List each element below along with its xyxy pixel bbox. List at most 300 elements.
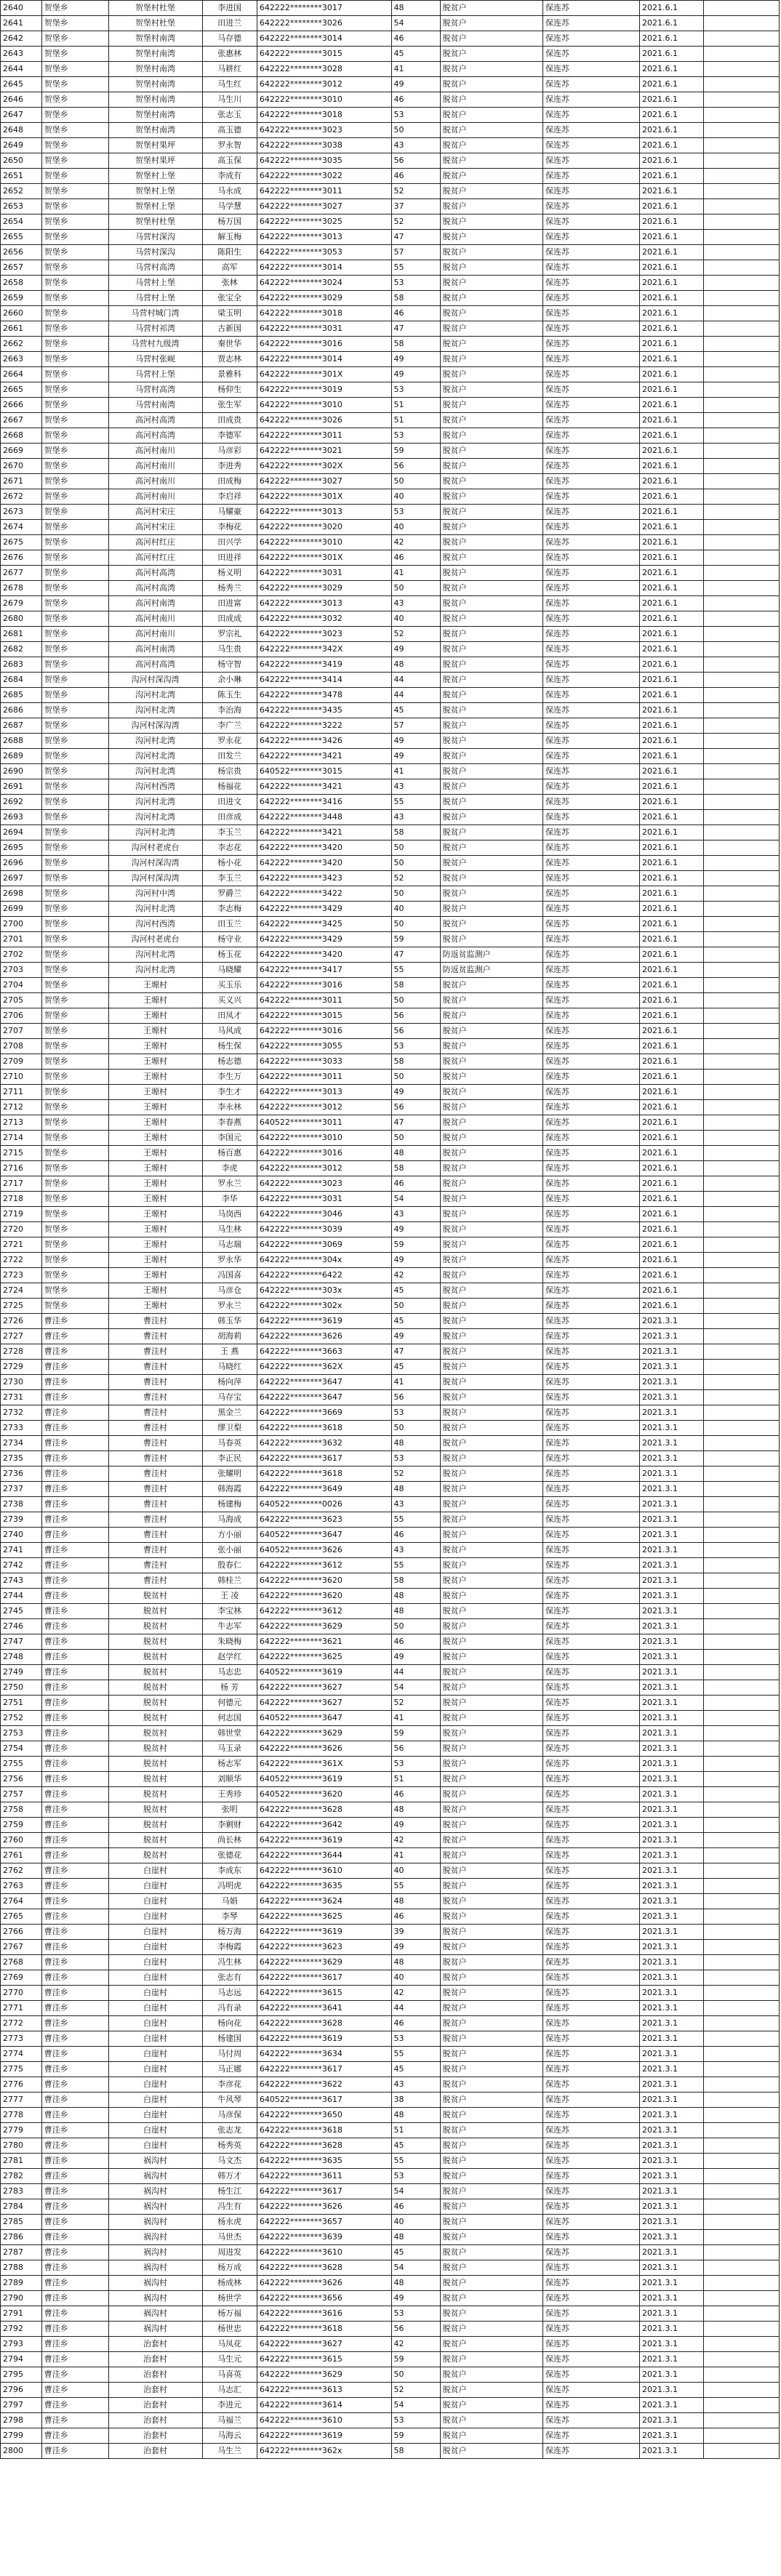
village-cell: 脱贫村 — [108, 1711, 202, 1726]
township-cell: 曹洼乡 — [41, 1497, 108, 1512]
household-type-cell: 脱贫户 — [440, 1894, 542, 1909]
row-number-cell: 2798 — [1, 2413, 42, 2428]
township-cell: 曹洼乡 — [41, 1619, 108, 1634]
township-cell: 曹洼乡 — [41, 2260, 108, 2276]
date-cell: 2021.3.1 — [640, 1604, 704, 1619]
township-cell: 贺堡乡 — [41, 276, 108, 291]
table-row — [1, 856, 780, 871]
village-cell: 马营村祁湾 — [108, 321, 202, 337]
age-cell: 49 — [391, 642, 440, 657]
note-cell — [703, 1772, 779, 1787]
note-cell — [703, 2306, 779, 2322]
age-cell: 52 — [391, 1466, 440, 1482]
table-row — [1, 184, 780, 199]
id-number-cell: 642222********3010 — [257, 1131, 391, 1146]
id-number-cell: 642222********3621 — [257, 1634, 391, 1650]
household-type-cell: 脱贫户 — [440, 245, 542, 260]
note-cell — [703, 1863, 779, 1879]
row-number-cell: 2655 — [1, 230, 42, 245]
table-row — [1, 642, 780, 657]
name-cell: 马存宝 — [202, 1390, 257, 1405]
age-cell: 45 — [391, 1283, 440, 1299]
household-type-cell: 脱贫户 — [440, 1879, 542, 1894]
village-cell: 白崖村 — [108, 1925, 202, 1940]
row-number-cell: 2703 — [1, 963, 42, 978]
insurer-cell: 保连苏 — [542, 1161, 639, 1176]
village-cell: 脱贫村 — [108, 1619, 202, 1634]
insurer-cell: 保连苏 — [542, 1955, 639, 1970]
row-number-cell: 2742 — [1, 1558, 42, 1573]
township-cell: 贺堡乡 — [41, 62, 108, 77]
name-cell: 王 凌 — [202, 1589, 257, 1604]
date-cell: 2021.3.1 — [640, 2169, 704, 2184]
age-cell: 40 — [391, 520, 440, 535]
age-cell: 59 — [391, 932, 440, 947]
id-number-cell: 642222********3619 — [257, 2428, 391, 2444]
row-number-cell: 2715 — [1, 1146, 42, 1161]
insurer-cell: 保连苏 — [542, 2077, 639, 2093]
township-cell: 贺堡乡 — [41, 963, 108, 978]
date-cell: 2021.3.1 — [640, 1497, 704, 1512]
household-type-cell: 脱贫户 — [440, 31, 542, 47]
township-cell: 贺堡乡 — [41, 596, 108, 611]
township-cell: 曹洼乡 — [41, 1833, 108, 1848]
row-number-cell: 2794 — [1, 2352, 42, 2367]
household-type-cell: 脱贫户 — [440, 153, 542, 169]
date-cell: 2021.3.1 — [640, 1665, 704, 1680]
township-cell: 曹洼乡 — [41, 1314, 108, 1329]
date-cell: 2021.3.1 — [640, 1329, 704, 1344]
household-type-cell: 脱贫户 — [440, 306, 542, 321]
age-cell: 55 — [391, 260, 440, 276]
table-row — [1, 1222, 780, 1237]
row-number-cell: 2721 — [1, 1237, 42, 1253]
household-type-cell: 脱贫户 — [440, 413, 542, 428]
age-cell: 53 — [391, 382, 440, 398]
village-cell: 王塬村 — [108, 1008, 202, 1024]
name-cell: 马付周 — [202, 2047, 257, 2062]
id-number-cell: 642222********3011 — [257, 428, 391, 444]
row-number-cell: 2674 — [1, 520, 42, 535]
table-row — [1, 840, 780, 856]
township-cell: 贺堡乡 — [41, 993, 108, 1008]
note-cell — [703, 1634, 779, 1650]
household-type-cell: 脱贫户 — [440, 1787, 542, 1802]
table-row — [1, 779, 780, 795]
insurer-cell: 保连苏 — [542, 2093, 639, 2108]
date-cell: 2021.6.1 — [640, 276, 704, 291]
name-cell: 杨万国 — [202, 214, 257, 230]
table-row — [1, 2444, 780, 2459]
name-cell: 杨百惠 — [202, 1146, 257, 1161]
insurer-cell: 保连苏 — [542, 184, 639, 199]
date-cell: 2021.6.1 — [640, 1039, 704, 1054]
id-number-cell: 642222********3023 — [257, 123, 391, 138]
township-cell: 曹洼乡 — [41, 2337, 108, 2352]
name-cell: 杨万成 — [202, 2260, 257, 2276]
table-row — [1, 2230, 780, 2245]
household-type-cell: 脱贫户 — [440, 718, 542, 734]
village-cell: 曹洼村 — [108, 1436, 202, 1451]
township-cell: 曹洼乡 — [41, 2245, 108, 2260]
name-cell: 方小丽 — [202, 1528, 257, 1543]
id-number-cell: 642222********3626 — [257, 2199, 391, 2215]
note-cell — [703, 520, 779, 535]
age-cell: 48 — [391, 1604, 440, 1619]
row-number-cell: 2697 — [1, 871, 42, 886]
id-number-cell: 642222********3010 — [257, 92, 391, 108]
table-row — [1, 16, 780, 31]
name-cell: 杨志军 — [202, 1757, 257, 1772]
insurer-cell: 保连苏 — [542, 535, 639, 550]
table-row — [1, 169, 780, 184]
township-cell: 曹洼乡 — [41, 1589, 108, 1604]
age-cell: 42 — [391, 535, 440, 550]
village-cell: 高河村南湾 — [108, 596, 202, 611]
id-number-cell: 640522********3620 — [257, 1787, 391, 1802]
township-cell: 曹洼乡 — [41, 1405, 108, 1421]
id-number-cell: 642222********3624 — [257, 1894, 391, 1909]
name-cell: 杨小花 — [202, 856, 257, 871]
id-number-cell: 642222********3429 — [257, 932, 391, 947]
household-type-cell: 脱贫户 — [440, 2260, 542, 2276]
village-cell: 治套村 — [108, 2337, 202, 2352]
date-cell: 2021.6.1 — [640, 520, 704, 535]
table-row — [1, 1008, 780, 1024]
household-type-cell: 脱贫户 — [440, 703, 542, 718]
village-cell: 曹洼村 — [108, 1497, 202, 1512]
table-row — [1, 1650, 780, 1665]
row-number-cell: 2641 — [1, 16, 42, 31]
row-number-cell: 2702 — [1, 947, 42, 963]
date-cell: 2021.3.1 — [640, 1863, 704, 1879]
table-row — [1, 245, 780, 260]
village-cell: 贺堡村南湾 — [108, 108, 202, 123]
village-cell: 白崖村 — [108, 1894, 202, 1909]
date-cell: 2021.6.1 — [640, 535, 704, 550]
insurer-cell: 保连苏 — [542, 1833, 639, 1848]
row-number-cell: 2689 — [1, 749, 42, 764]
township-cell: 贺堡乡 — [41, 291, 108, 306]
insurer-cell: 保连苏 — [542, 688, 639, 703]
note-cell — [703, 2047, 779, 2062]
household-type-cell: 脱贫户 — [440, 902, 542, 917]
village-cell: 王塬村 — [108, 1207, 202, 1222]
insurer-cell: 保连苏 — [542, 1741, 639, 1757]
village-cell: 马营村高湾 — [108, 260, 202, 276]
village-cell: 曹洼村 — [108, 1314, 202, 1329]
row-number-cell: 2654 — [1, 214, 42, 230]
household-type-cell: 脱贫户 — [440, 1741, 542, 1757]
note-cell — [703, 2337, 779, 2352]
table-row — [1, 2398, 780, 2413]
note-cell — [703, 1573, 779, 1589]
age-cell: 47 — [391, 947, 440, 963]
township-cell: 贺堡乡 — [41, 810, 108, 825]
note-cell — [703, 1604, 779, 1619]
township-cell: 贺堡乡 — [41, 16, 108, 31]
date-cell: 2021.3.1 — [640, 2184, 704, 2199]
date-cell: 2021.6.1 — [640, 398, 704, 413]
age-cell: 52 — [391, 627, 440, 642]
household-type-cell: 脱贫户 — [440, 1421, 542, 1436]
date-cell: 2021.6.1 — [640, 306, 704, 321]
name-cell: 李广兰 — [202, 718, 257, 734]
id-number-cell: 642222********3650 — [257, 2108, 391, 2123]
township-cell: 曹洼乡 — [41, 2093, 108, 2108]
id-number-cell: 642222********3617 — [257, 2062, 391, 2077]
date-cell: 2021.3.1 — [640, 1696, 704, 1711]
insurer-cell: 保连苏 — [542, 413, 639, 428]
date-cell: 2021.3.1 — [640, 2199, 704, 2215]
row-number-cell: 2695 — [1, 840, 42, 856]
date-cell: 2021.3.1 — [640, 1543, 704, 1558]
id-number-cell: 642222********3023 — [257, 627, 391, 642]
household-type-cell: 脱贫户 — [440, 1299, 542, 1314]
row-number-cell: 2682 — [1, 642, 42, 657]
name-cell: 张耀明 — [202, 1466, 257, 1482]
id-number-cell: 642222********3421 — [257, 779, 391, 795]
row-number-cell: 2683 — [1, 657, 42, 673]
note-cell — [703, 718, 779, 734]
name-cell: 杨仰生 — [202, 382, 257, 398]
village-cell: 白崖村 — [108, 1863, 202, 1879]
village-cell: 白崖村 — [108, 2062, 202, 2077]
village-cell: 贺堡村南湾 — [108, 31, 202, 47]
insurer-cell: 保连苏 — [542, 367, 639, 382]
row-number-cell: 2791 — [1, 2306, 42, 2322]
insurer-cell: 保连苏 — [542, 749, 639, 764]
name-cell: 李进秀 — [202, 459, 257, 474]
name-cell: 张林 — [202, 276, 257, 291]
village-cell: 祸沟村 — [108, 2306, 202, 2322]
household-type-cell: 脱贫户 — [440, 1436, 542, 1451]
table-row — [1, 321, 780, 337]
id-number-cell: 642222********3656 — [257, 2291, 391, 2306]
name-cell: 马生川 — [202, 92, 257, 108]
id-number-cell: 642222********3639 — [257, 2230, 391, 2245]
township-cell: 贺堡乡 — [41, 138, 108, 153]
note-cell — [703, 978, 779, 993]
insurer-cell: 保连苏 — [542, 871, 639, 886]
table-row — [1, 2031, 780, 2047]
table-row — [1, 1039, 780, 1054]
village-cell: 马营村深沟 — [108, 245, 202, 260]
row-number-cell: 2773 — [1, 2031, 42, 2047]
name-cell: 马正娜 — [202, 2062, 257, 2077]
village-cell: 高河村南川 — [108, 459, 202, 474]
township-cell: 贺堡乡 — [41, 1054, 108, 1070]
village-cell: 曹洼村 — [108, 1375, 202, 1390]
name-cell: 马学慧 — [202, 199, 257, 214]
note-cell — [703, 2413, 779, 2428]
household-type-cell: 脱贫户 — [440, 734, 542, 749]
age-cell: 44 — [391, 673, 440, 688]
village-cell: 贺堡村果坪 — [108, 153, 202, 169]
name-cell: 何志国 — [202, 1711, 257, 1726]
age-cell: 49 — [391, 1222, 440, 1237]
age-cell: 48 — [391, 1802, 440, 1818]
table-row — [1, 1573, 780, 1589]
insurer-cell: 保连苏 — [542, 474, 639, 489]
household-type-cell: 脱贫户 — [440, 474, 542, 489]
village-cell: 治套村 — [108, 2367, 202, 2383]
age-cell: 53 — [391, 1039, 440, 1054]
village-cell: 贺堡村杜堡 — [108, 1, 202, 16]
date-cell: 2021.6.1 — [640, 642, 704, 657]
row-number-cell: 2753 — [1, 1726, 42, 1741]
household-type-cell: 脱贫户 — [440, 2367, 542, 2383]
insurer-cell: 保连苏 — [542, 1299, 639, 1314]
row-number-cell: 2671 — [1, 474, 42, 489]
insurer-cell: 保连苏 — [542, 352, 639, 367]
township-cell: 贺堡乡 — [41, 825, 108, 840]
insurer-cell: 保连苏 — [542, 306, 639, 321]
age-cell: 54 — [391, 2398, 440, 2413]
name-cell: 马晓耀 — [202, 963, 257, 978]
date-cell: 2021.6.1 — [640, 1299, 704, 1314]
household-type-cell: 脱贫户 — [440, 1650, 542, 1665]
name-cell: 黑金兰 — [202, 1405, 257, 1421]
id-number-cell: 642222********3014 — [257, 260, 391, 276]
table-row — [1, 1833, 780, 1848]
household-type-cell: 脱贫户 — [440, 1085, 542, 1100]
insurer-cell: 保连苏 — [542, 1390, 639, 1405]
name-cell: 牛志军 — [202, 1619, 257, 1634]
household-type-cell: 脱贫户 — [440, 1405, 542, 1421]
table-row — [1, 2047, 780, 2062]
township-cell: 曹洼乡 — [41, 1543, 108, 1558]
household-type-cell: 脱贫户 — [440, 810, 542, 825]
table-row — [1, 291, 780, 306]
date-cell: 2021.6.1 — [640, 1176, 704, 1192]
row-number-cell: 2667 — [1, 413, 42, 428]
village-cell: 曹洼村 — [108, 1360, 202, 1375]
note-cell — [703, 367, 779, 382]
name-cell: 余小琳 — [202, 673, 257, 688]
household-type-cell: 脱贫户 — [440, 566, 542, 581]
id-number-cell: 642222********3669 — [257, 1405, 391, 1421]
id-number-cell: 642222********6422 — [257, 1268, 391, 1283]
household-type-cell: 脱贫户 — [440, 489, 542, 505]
insurer-cell: 保连苏 — [542, 1894, 639, 1909]
id-number-cell: 642222********3422 — [257, 886, 391, 902]
township-cell: 贺堡乡 — [41, 764, 108, 779]
insurer-cell: 保连苏 — [542, 2322, 639, 2337]
household-type-cell: 脱贫户 — [440, 2154, 542, 2169]
row-number-cell: 2714 — [1, 1131, 42, 1146]
household-type-cell: 脱贫户 — [440, 581, 542, 596]
household-type-cell: 脱贫户 — [440, 2199, 542, 2215]
village-cell: 脱贫村 — [108, 1772, 202, 1787]
id-number-cell: 642222********3420 — [257, 856, 391, 871]
name-cell: 张志龙 — [202, 2123, 257, 2138]
row-number-cell: 2797 — [1, 2398, 42, 2413]
date-cell: 2021.6.1 — [640, 337, 704, 352]
household-type-cell: 脱贫户 — [440, 2215, 542, 2230]
household-type-cell: 脱贫户 — [440, 1970, 542, 1986]
table-row — [1, 2215, 780, 2230]
township-cell: 贺堡乡 — [41, 1268, 108, 1283]
insurer-cell: 保连苏 — [542, 1451, 639, 1466]
township-cell: 贺堡乡 — [41, 428, 108, 444]
insurer-cell: 保连苏 — [542, 1070, 639, 1085]
note-cell — [703, 2322, 779, 2337]
date-cell: 2021.3.1 — [640, 1558, 704, 1573]
table-row — [1, 596, 780, 611]
household-type-cell: 脱贫户 — [440, 428, 542, 444]
table-row — [1, 871, 780, 886]
date-cell: 2021.6.1 — [640, 764, 704, 779]
age-cell: 52 — [391, 184, 440, 199]
row-number-cell: 2777 — [1, 2093, 42, 2108]
table-row — [1, 1986, 780, 2001]
note-cell — [703, 1482, 779, 1497]
row-number-cell: 2737 — [1, 1482, 42, 1497]
note-cell — [703, 2230, 779, 2245]
date-cell: 2021.3.1 — [640, 1619, 704, 1634]
row-number-cell: 2668 — [1, 428, 42, 444]
name-cell: 马生兰 — [202, 2444, 257, 2459]
insurer-cell: 保连苏 — [542, 1237, 639, 1253]
age-cell: 51 — [391, 1772, 440, 1787]
township-cell: 贺堡乡 — [41, 1283, 108, 1299]
row-number-cell: 2752 — [1, 1711, 42, 1726]
note-cell — [703, 2031, 779, 2047]
note-cell — [703, 337, 779, 352]
date-cell: 2021.3.1 — [640, 1512, 704, 1528]
note-cell — [703, 1558, 779, 1573]
age-cell: 43 — [391, 779, 440, 795]
table-row — [1, 428, 780, 444]
name-cell: 马彦仓 — [202, 1283, 257, 1299]
household-type-cell: 脱贫户 — [440, 627, 542, 642]
row-number-cell: 2733 — [1, 1421, 42, 1436]
insurer-cell: 保连苏 — [542, 428, 639, 444]
age-cell: 39 — [391, 1925, 440, 1940]
age-cell: 40 — [391, 2215, 440, 2230]
insurer-cell: 保连苏 — [542, 1, 639, 16]
name-cell: 张惠林 — [202, 47, 257, 62]
household-type-cell: 脱贫户 — [440, 1955, 542, 1970]
household-type-cell: 脱贫户 — [440, 1146, 542, 1161]
township-cell: 曹洼乡 — [41, 1879, 108, 1894]
insurer-cell: 保连苏 — [542, 627, 639, 642]
village-cell: 白崖村 — [108, 2031, 202, 2047]
date-cell: 2021.3.1 — [640, 1650, 704, 1665]
village-cell: 马营村高湾 — [108, 382, 202, 398]
household-type-cell: 脱贫户 — [440, 1833, 542, 1848]
village-cell: 高河村南川 — [108, 611, 202, 627]
name-cell: 罗永华 — [202, 1253, 257, 1268]
note-cell — [703, 2260, 779, 2276]
row-number-cell: 2710 — [1, 1070, 42, 1085]
table-row — [1, 978, 780, 993]
township-cell: 曹洼乡 — [41, 1741, 108, 1757]
date-cell: 2021.6.1 — [640, 917, 704, 932]
township-cell: 贺堡乡 — [41, 489, 108, 505]
insurer-cell: 保连苏 — [542, 123, 639, 138]
village-cell: 高河村宋庄 — [108, 520, 202, 535]
date-cell: 2021.3.1 — [640, 1711, 704, 1726]
note-cell — [703, 1818, 779, 1833]
age-cell: 37 — [391, 199, 440, 214]
table-row — [1, 963, 780, 978]
row-number-cell: 2754 — [1, 1741, 42, 1757]
id-number-cell: 642222********3420 — [257, 947, 391, 963]
id-number-cell: 642222********3055 — [257, 1039, 391, 1054]
date-cell: 2021.6.1 — [640, 47, 704, 62]
